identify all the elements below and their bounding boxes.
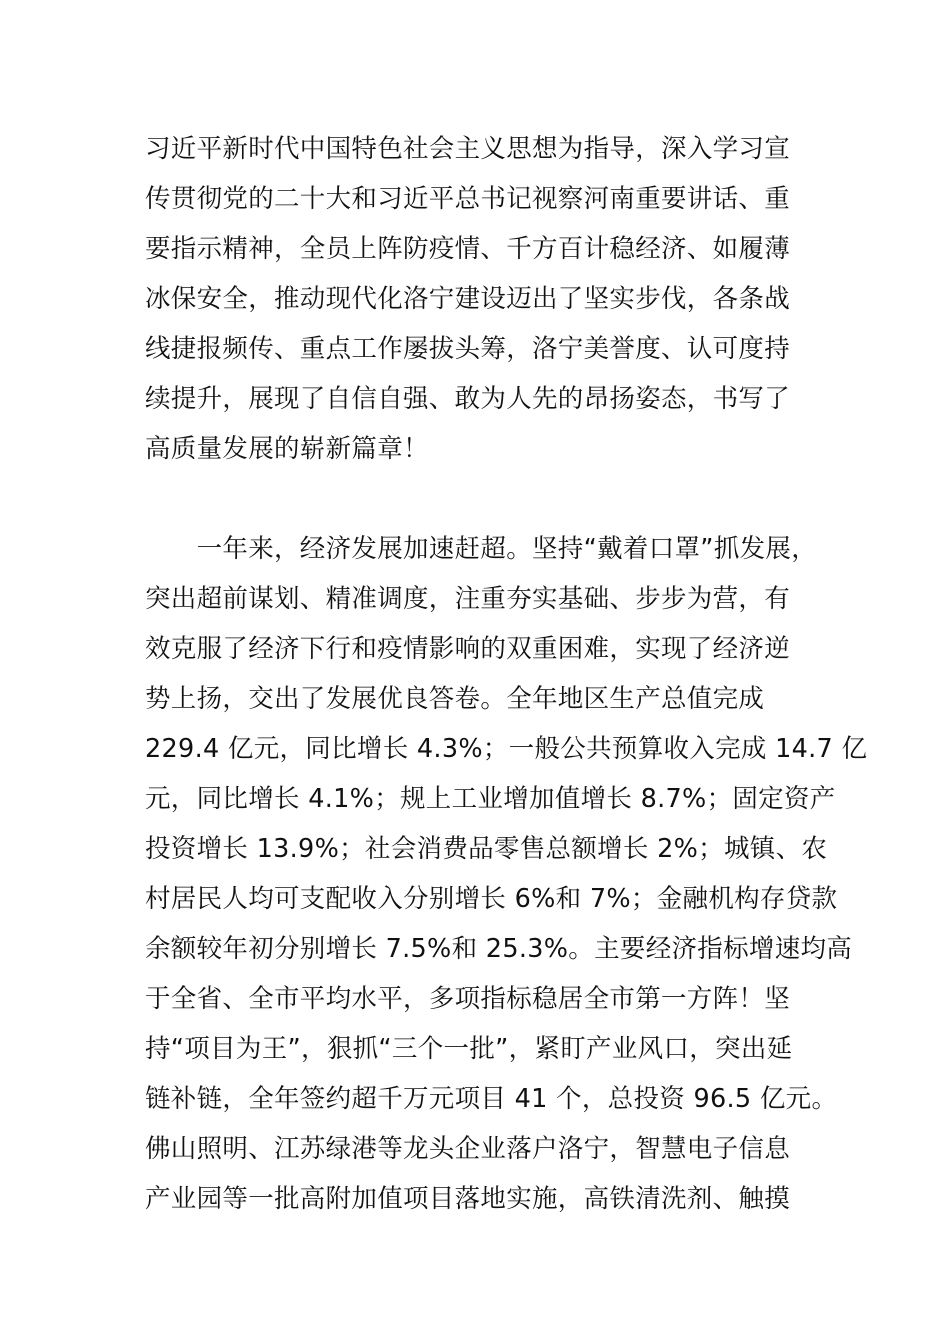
paragraph-2: [145, 524, 868, 1224]
text-line: 产业园等一批高附加值项目落地实施，高铁清洗剂、触摸: [145, 1184, 791, 1214]
text-line: 元，同比增长 4.1%；规上工业增加值增长 8.7%；固定资产: [145, 784, 836, 814]
text-line: 效克服了经济下行和疫情影响的双重困难，实现了经济逆: [145, 634, 791, 664]
text-line: 持“项目为王”，狠抓“三个一批”，紧盯产业风口，突出延: [145, 1034, 793, 1064]
paragraph-1: [145, 124, 845, 474]
text-line: 投资增长 13.9%；社会消费品零售总额增长 2%；城镇、农: [145, 834, 828, 864]
text-line: 229.4 亿元，同比增长 4.3%；一般公共预算收入完成 14.7 亿: [145, 734, 868, 764]
text-line: 佛山照明、江苏绿港等龙头企业落户洛宁，智慧电子信息: [145, 1134, 791, 1164]
text-line: 要指示精神，全员上阵防疫情、千方百计稳经济、如履薄: [145, 234, 791, 264]
text-line: 链补链，全年签约超千万元项目 41 个，总投资 96.5 亿元。: [145, 1084, 838, 1114]
text-line: 势上扬，交出了发展优良答卷。全年地区生产总值完成: [145, 684, 765, 714]
text-line: 突出超前谋划、精准调度，注重夯实基础、步步为营，有: [145, 584, 791, 614]
text-line: 续提升，展现了自信自强、敢为人先的昂扬姿态，书写了: [145, 384, 791, 414]
text-line: 一年来，经济发展加速赶超。坚持“戴着口罩”抓发展，: [145, 534, 818, 564]
text-line: 余额较年初分别增长 7.5%和 25.3%。主要经济指标增速均高: [145, 934, 853, 964]
text-line: 于全省、全市平均水平，多项指标稳居全市第一方阵！坚: [145, 984, 791, 1014]
text-line: 冰保安全，推动现代化洛宁建设迈出了坚实步伐，各条战: [145, 284, 791, 314]
text-line: 村居民人均可支配收入分别增长 6%和 7%；金融机构存贷款: [145, 884, 838, 914]
text-line: 传贯彻党的二十大和习近平总书记视察河南重要讲话、重: [145, 184, 791, 214]
text-line: 习近平新时代中国特色社会主义思想为指导，深入学习宣: [145, 134, 791, 164]
text-line: 高质量发展的崭新篇章！: [145, 434, 429, 464]
text-line: 线捷报频传、重点工作屡拔头筹，洛宁美誉度、认可度持: [145, 334, 791, 364]
